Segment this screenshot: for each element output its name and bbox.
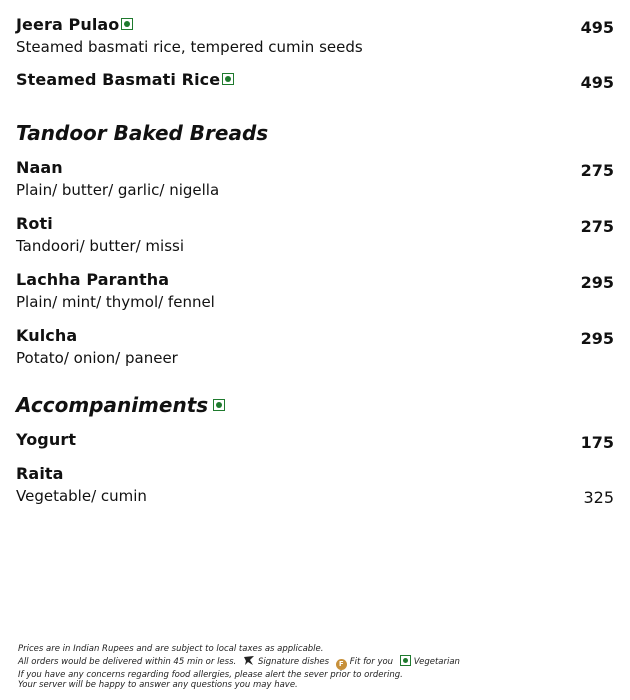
item-price: 295 — [580, 273, 614, 292]
menu-item — [16, 270, 614, 312]
veg-symbol-icon — [222, 73, 234, 85]
menu-item — [16, 326, 614, 368]
menu-item — [16, 15, 614, 57]
item-description: Plain/ mint/ thymol/ fennel — [16, 293, 215, 311]
item-description: Vegetable/ cumin — [16, 487, 147, 505]
menu-item — [16, 70, 614, 90]
item-name: Naan — [16, 158, 63, 177]
footer-delivery-note: All orders would be delivered within 45 min or less. — [18, 656, 237, 667]
item-description: Potato/ onion/ paneer — [16, 349, 178, 367]
item-name: Yogurt — [16, 430, 77, 449]
item-name-text: Steamed Basmati Rice — [16, 70, 221, 89]
item-price: 495 — [580, 18, 614, 37]
item-price: 175 — [580, 433, 614, 452]
item-description: Tandoori/ butter/ missi — [16, 237, 184, 255]
footer-line-prices: Prices are in Indian Rupees and are subject to local taxes as applicable. — [18, 644, 324, 654]
item-price: 275 — [580, 217, 614, 236]
menu-item — [16, 158, 614, 200]
menu-item — [16, 430, 614, 450]
item-name — [16, 70, 614, 90]
item-name — [16, 15, 614, 35]
fit-for-you-icon: F — [336, 659, 347, 670]
section-title-breads: Tandoor Baked Breads — [16, 121, 269, 145]
item-name: Raita — [16, 464, 64, 483]
item-name-text: Jeera Pulao — [16, 15, 120, 34]
veg-symbol-icon — [121, 18, 133, 30]
section-title-text: Accompaniments — [16, 393, 209, 417]
item-description: Plain/ butter/ garlic/ nigella — [16, 181, 220, 199]
item-price: 325 — [583, 488, 614, 507]
menu-item — [16, 464, 614, 506]
footer-line-allergies: If you have any concerns regarding food allergies, please alert the sever prior to ordering. — [18, 669, 403, 680]
section-title-accompaniments — [16, 392, 225, 418]
footer-line-legend — [18, 655, 618, 670]
item-price: 275 — [580, 161, 614, 180]
menu-item — [16, 214, 614, 256]
item-name: Roti — [16, 214, 53, 233]
signature-dish-icon — [243, 656, 255, 666]
item-price: 295 — [580, 329, 614, 348]
veg-symbol-icon — [213, 399, 225, 411]
legend-signature-label: Signature dishes — [257, 656, 330, 667]
item-name: Kulcha — [16, 326, 78, 345]
item-name: Lachha Parantha — [16, 270, 170, 289]
legend-fit-label: Fit for you — [349, 656, 394, 667]
item-price: 495 — [580, 73, 614, 92]
menu-footer — [18, 644, 618, 691]
veg-symbol-icon — [400, 655, 411, 666]
item-description: Steamed basmati rice, tempered cumin seeds — [16, 38, 363, 56]
footer-line-server: Your server will be happy to answer any questions you may have. — [18, 680, 298, 691]
legend-veg-label: Vegetarian — [413, 656, 460, 667]
